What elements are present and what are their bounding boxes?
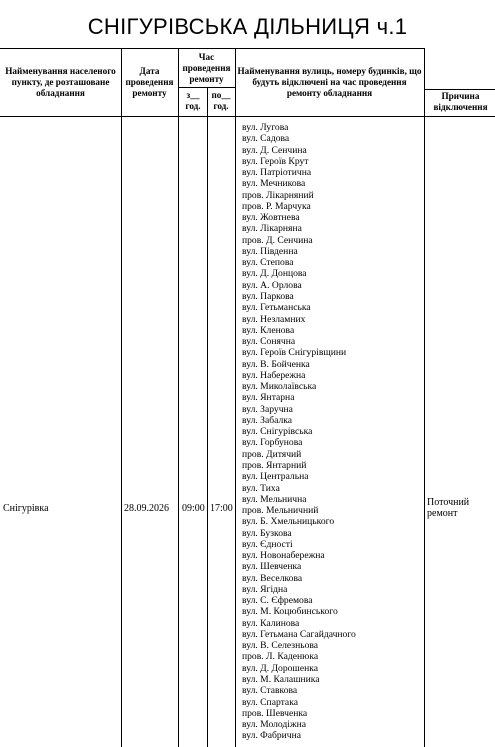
street-item: вул. Героїв Снігурівщини bbox=[242, 347, 347, 359]
header-streets: Найменування вулиць, номеру будинків, що будуть відключені на час проведення ремонту обладнання bbox=[237, 66, 422, 98]
col-border-5 bbox=[424, 48, 425, 747]
street-item: вул. Лугова bbox=[242, 122, 289, 133]
street-item: вул. Ягідна bbox=[242, 583, 288, 595]
street-item: вул. Калинова bbox=[242, 617, 300, 629]
cell-locality: Снігурівка bbox=[3, 503, 49, 514]
header-locality: Найменування населеного пункту, де розташоване обладнання bbox=[5, 66, 116, 98]
street-item: вул. Патріотична bbox=[242, 167, 312, 179]
col-border-1 bbox=[121, 48, 122, 747]
header-time-from: з__ год. bbox=[185, 90, 201, 111]
street-item: вул. В. Селезньова bbox=[242, 640, 319, 652]
street-item: вул. Молодіжна bbox=[242, 719, 306, 731]
street-item: вул. Спартака bbox=[242, 696, 298, 708]
header-reason: Причина відключення bbox=[433, 91, 488, 112]
street-item: вул. Заручна bbox=[242, 403, 293, 415]
street-item: пров. Л. Каденюка bbox=[242, 651, 319, 663]
street-item: вул. Садова bbox=[242, 133, 290, 145]
street-item: пров. Шевченка bbox=[242, 707, 308, 719]
cell-time-to: 17:00 bbox=[210, 503, 233, 514]
street-item: вул. Паркова bbox=[242, 290, 294, 302]
street-item: вул. Д. Донцова bbox=[242, 268, 307, 280]
street-item: вул. Горбунова bbox=[242, 437, 303, 449]
street-item: вул. Незламних bbox=[242, 313, 306, 325]
header-time-to: по__ год. bbox=[211, 90, 231, 111]
col-border-3 bbox=[207, 87, 208, 747]
street-item: вул. Д. Дорошенка bbox=[242, 662, 318, 674]
street-item: вул. Забалка bbox=[242, 414, 293, 426]
street-item: вул. С. Єфремова bbox=[242, 595, 313, 607]
street-item: вул. Сонячна bbox=[242, 336, 296, 348]
street-item: вул. Ставкова bbox=[242, 685, 298, 697]
street-item: вул. Південна bbox=[242, 245, 298, 257]
street-item: пров. Мельничний bbox=[242, 505, 319, 517]
street-item: вул. Янтарна bbox=[242, 392, 295, 404]
street-item: вул. Центральна bbox=[242, 471, 309, 483]
street-item: пров. Дитячий bbox=[242, 448, 302, 460]
table-top-border bbox=[0, 48, 424, 49]
street-item: вул. Лікарняна bbox=[242, 223, 302, 235]
street-item: вул. Новонабережна bbox=[242, 550, 325, 562]
street-item: вул. Гетьмана Сагайдачного bbox=[242, 628, 356, 640]
street-item: вул. Набережна bbox=[242, 369, 306, 381]
cell-time-from: 09:00 bbox=[182, 503, 205, 514]
street-item: вул. М. Коцюбинського bbox=[242, 606, 338, 618]
street-item: вул. Степова bbox=[242, 257, 294, 269]
header-date: Дата проведення ремонту bbox=[125, 66, 174, 98]
page-title: СНІГУРІВСЬКА ДІЛЬНИЦЯ ч.1 bbox=[87, 14, 408, 39]
header-time: Час проведення ремонту bbox=[182, 52, 231, 84]
street-item: вул. Гетьманська bbox=[242, 302, 311, 314]
reason-header-border bbox=[424, 89, 495, 90]
col-border-2 bbox=[178, 48, 179, 747]
header-bottom-border bbox=[0, 116, 495, 117]
street-item: пров. Янтарний bbox=[242, 459, 307, 471]
street-item: вул. Шевченка bbox=[242, 561, 302, 573]
street-item: вул. В. Бойченка bbox=[242, 358, 310, 370]
street-item: вул. Веселкова bbox=[242, 572, 303, 584]
street-item: вул. Мельнична bbox=[242, 493, 307, 505]
street-item: вул. А. Орлова bbox=[242, 279, 302, 291]
street-item: вул. Бузкова bbox=[242, 527, 292, 539]
street-item: вул. Кленова bbox=[242, 324, 295, 336]
street-item: вул. Фабрична bbox=[242, 730, 302, 742]
street-item: вул. М. Калашника bbox=[242, 674, 320, 686]
cell-reason: Поточний ремонт bbox=[427, 497, 470, 519]
street-item: вул. Героїв Крут bbox=[242, 155, 309, 167]
street-item: вул. Снігурівська bbox=[242, 426, 313, 438]
cell-date: 28.09.2026 bbox=[124, 503, 169, 514]
streets-list bbox=[242, 122, 422, 742]
street-item: вул. Єдності bbox=[242, 538, 293, 550]
street-item: вул. Жовтнева bbox=[242, 212, 300, 224]
street-item: вул. Тиха bbox=[242, 482, 280, 494]
street-item: вул. Миколаївська bbox=[242, 381, 317, 393]
street-item: пров. Р. Марчука bbox=[242, 200, 311, 212]
street-item: вул. Д. Сенчина bbox=[242, 144, 307, 156]
street-item: вул. Мечникова bbox=[242, 178, 306, 190]
street-item: пров. Д. Сенчина bbox=[242, 234, 313, 246]
col-border-4 bbox=[235, 48, 236, 747]
street-item: пров. Лікарняний bbox=[242, 189, 314, 201]
street-item: вул. Б. Хмельницького bbox=[242, 516, 335, 528]
